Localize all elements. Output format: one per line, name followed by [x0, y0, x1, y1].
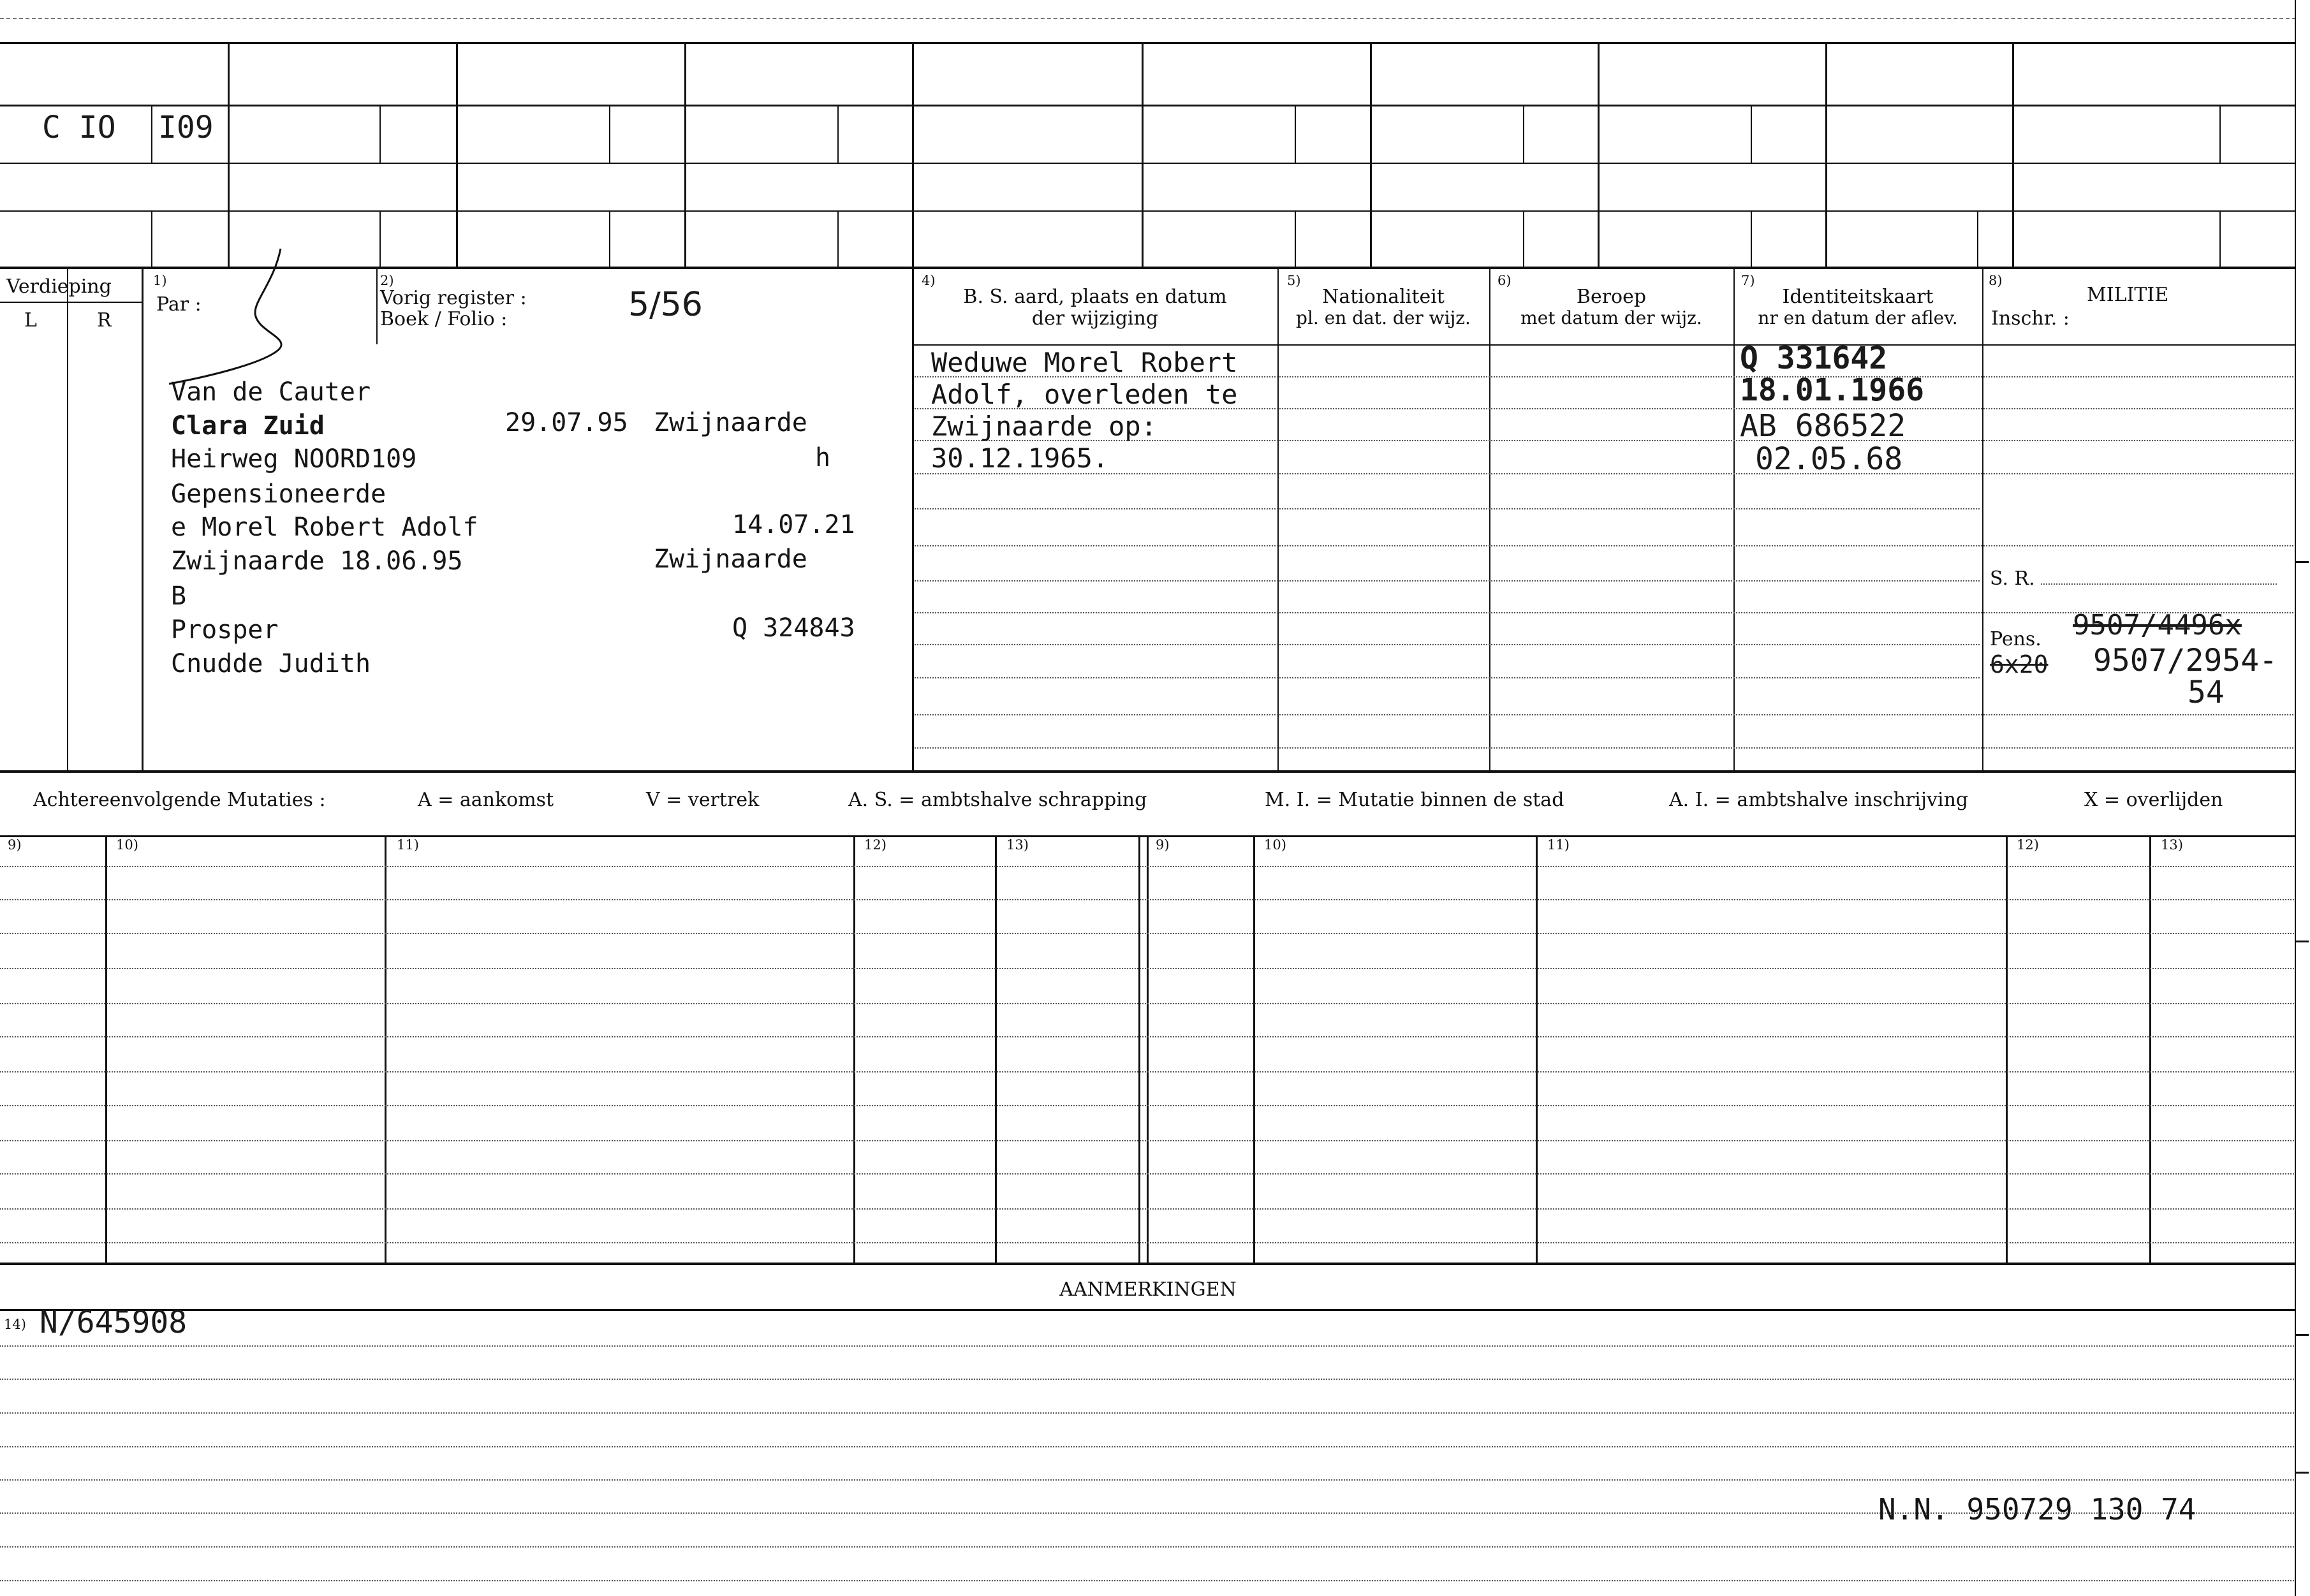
- pens-prefix-struck: 6x20: [1990, 650, 2049, 678]
- person-line-b: B: [171, 582, 187, 611]
- r-label: R: [97, 309, 112, 332]
- mut-left-col12: 12): [864, 837, 886, 853]
- boek-folio-value: 5/56: [628, 286, 703, 324]
- legend-ai: A. I. = ambtshalve inschrijving: [1669, 789, 1969, 811]
- mut-right-col9: 9): [1156, 837, 1170, 853]
- col7-number: 7): [1741, 273, 1755, 288]
- person-line-firstname: Clara Zuid: [171, 411, 325, 441]
- nn-number: N.N. 950729 130 74: [1878, 1492, 2196, 1526]
- mut-left-col10: 10): [116, 837, 138, 853]
- col6-number: 6): [1497, 273, 1512, 288]
- legend-mi: M. I. = Mutatie binnen de stad: [1265, 789, 1564, 811]
- pens-label: Pens.: [1990, 628, 2041, 650]
- vorig-register-label: Vorig register :: [380, 287, 527, 309]
- legend-v: V = vertrek: [646, 789, 760, 811]
- col5-number: 5): [1287, 273, 1301, 288]
- pens-number-suffix: 54: [2188, 675, 2225, 710]
- bs-header-line2: der wijziging: [1031, 307, 1159, 330]
- id-card-number: Q 331642: [1740, 340, 1888, 376]
- nationaliteit-header-line2: pl. en dat. der wijz.: [1296, 307, 1471, 328]
- bs-header-line1: B. S. aard, plaats en datum: [963, 286, 1227, 308]
- mutaties-title: Achtereenvolgende Mutaties :: [33, 789, 326, 811]
- id-card-date-2: 02.05.68: [1755, 441, 1903, 477]
- col4-number: 4): [922, 273, 936, 288]
- pens-number: 9507/2954-: [2093, 643, 2277, 678]
- mut-right-col11: 11): [1547, 837, 1570, 853]
- bs-line-3: Zwijnaarde op:: [931, 411, 1158, 442]
- beroep-header-line2: met datum der wijz.: [1520, 307, 1702, 328]
- aanmerkingen-value: N/645908: [40, 1305, 188, 1340]
- legend-as: A. S. = ambtshalve schrapping: [848, 789, 1147, 811]
- militie-header: MILITIE: [2087, 284, 2169, 306]
- spouse-birth-date: 14.07.21: [732, 510, 855, 539]
- person-line-mother: Cnudde Judith: [171, 649, 371, 678]
- person-line-father: Prosper: [171, 615, 279, 645]
- beroep-header-line1: Beroep: [1576, 286, 1647, 308]
- person-line-marriage: Zwijnaarde 18.06.95: [171, 546, 463, 576]
- mut-right-col10: 10): [1264, 837, 1286, 853]
- l-label: L: [24, 309, 37, 332]
- person-line-address: Heirweg NOORD109: [171, 444, 417, 474]
- col2-number: 2): [380, 273, 394, 288]
- verdieping-label: Verdieping: [6, 275, 112, 298]
- person-line-occupation: Gepensioneerde: [171, 480, 386, 509]
- bs-line-4: 30.12.1965.: [931, 443, 1109, 474]
- mut-right-col13: 13): [2161, 837, 2183, 853]
- bs-line-2: Adolf, overleden te: [931, 379, 1238, 410]
- mut-left-col9: 9): [8, 837, 22, 853]
- mut-left-col13: 13): [1006, 837, 1029, 853]
- code-a: C IO: [42, 110, 116, 145]
- legend-a: A = aankomst: [418, 789, 554, 811]
- aanmerkingen-number: 14): [4, 1317, 26, 1332]
- birth-date: 29.07.95: [505, 408, 628, 437]
- person-line-spouse: e Morel Robert Adolf: [171, 513, 478, 542]
- col8-number: 8): [1989, 273, 2003, 288]
- id-card-left: Q 324843: [732, 613, 855, 643]
- id-header-line1: Identiteitskaart: [1782, 286, 1934, 308]
- nationaliteit-header-line1: Nationaliteit: [1322, 286, 1445, 308]
- pens-number-struck: 9507/4496x: [2073, 609, 2242, 641]
- mut-right-col12: 12): [2017, 837, 2039, 853]
- aanmerkingen-title: AANMERKINGEN: [1059, 1278, 1237, 1301]
- bs-line-1: Weduwe Morel Robert: [931, 347, 1238, 378]
- code-b: I09: [158, 110, 214, 145]
- spouse-birth-place: Zwijnaarde: [654, 545, 807, 574]
- sr-label: S. R.: [1990, 567, 2035, 590]
- mut-left-col11: 11): [397, 837, 419, 853]
- id-card-date: 18.01.1966: [1740, 372, 1924, 408]
- birth-place: Zwijnaarde: [654, 408, 807, 437]
- inschr-label: Inschr. :: [1991, 307, 2070, 330]
- person-line-name: Van de Cauter: [171, 377, 371, 407]
- id-card-number-2: AB 686522: [1740, 408, 1906, 444]
- legend-x: X = overlijden: [2084, 789, 2223, 811]
- h-mark: h: [815, 443, 831, 472]
- boek-folio-label: Boek / Folio :: [380, 308, 508, 330]
- par-scribble-mark: [159, 242, 306, 395]
- par-label: Par :: [156, 293, 202, 316]
- id-header-line2: nr en datum der aflev.: [1758, 307, 1958, 328]
- col1-number: 1): [153, 273, 167, 288]
